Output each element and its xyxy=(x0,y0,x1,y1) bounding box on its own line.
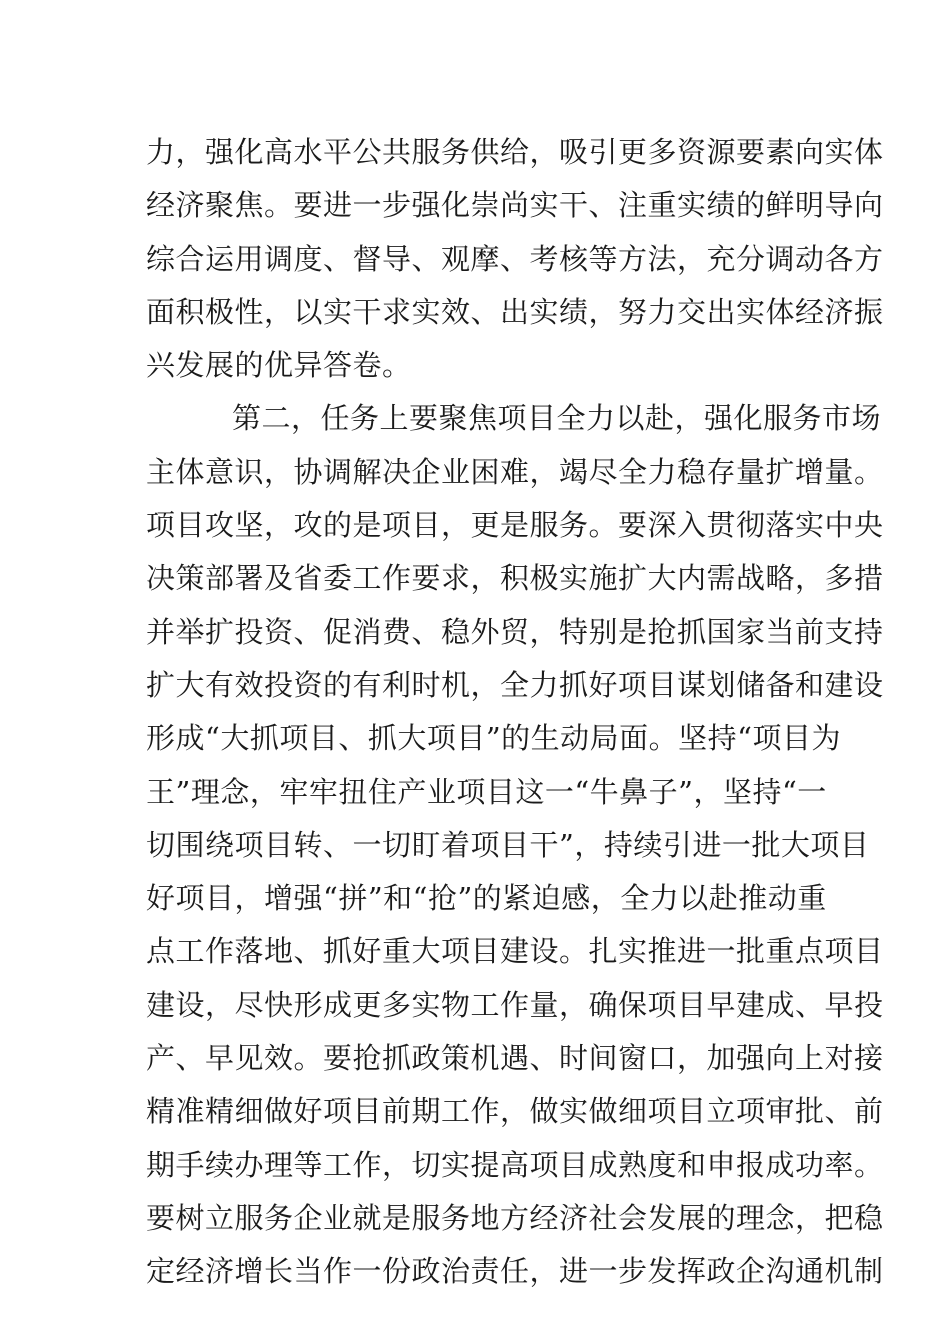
text-line: 王”理念，牢牢扭住产业项目这一“牛鼻子”，坚持“一 xyxy=(146,774,827,809)
paragraph-start-line: 第二，任务上要聚焦项目全力以赴，强化服务市场 xyxy=(232,401,882,436)
body-text xyxy=(146,126,884,1299)
text-line: 兴发展的优异答卷。 xyxy=(146,348,412,383)
text-line: 精准精细做好项目前期工作，做实做细项目立项审批、前 xyxy=(146,1094,884,1129)
text-line: 项目攻坚，攻的是项目，更是服务。要深入贯彻落实中央 xyxy=(146,508,884,543)
text-line: 建设，尽快形成更多实物工作量，确保项目早建成、早投 xyxy=(146,987,884,1022)
text-line: 定经济增长当作一份政治责任，进一步发挥政企沟通机制 xyxy=(146,1254,884,1289)
text-line: 扩大有效投资的有利时机，全力抓好项目谋划储备和建设 xyxy=(146,667,884,702)
text-line: 经济聚焦。要进一步强化崇尚实干、注重实绩的鲜明导向 xyxy=(146,188,884,223)
text-line: 产、早见效。要抢抓政策机遇、时间窗口，加强向上对接 xyxy=(146,1041,884,1076)
text-line: 形成“大抓项目、抓大项目”的生动局面。坚持“项目为 xyxy=(146,721,841,756)
text-line: 综合运用调度、督导、观摩、考核等方法，充分调动各方 xyxy=(146,241,884,276)
text-line: 决策部署及省委工作要求，积极实施扩大内需战略，多措 xyxy=(146,561,884,596)
text-line: 面积极性，以实干求实效、出实绩，努力交出实体经济振 xyxy=(146,294,884,329)
text-line: 主体意识，协调解决企业困难，竭尽全力稳存量扩增量。 xyxy=(146,454,884,489)
text-line: 并举扩投资、促消费、稳外贸，特别是抢抓国家当前支持 xyxy=(146,614,884,649)
text-line: 切围绕项目转、一切盯着项目干”，持续引进一批大项目 xyxy=(146,827,870,862)
text-line: 点工作落地、抓好重大项目建设。扎实推进一批重点项目 xyxy=(146,934,884,969)
text-line: 要树立服务企业就是服务地方经济社会发展的理念，把稳 xyxy=(146,1200,884,1235)
text-line: 力，强化高水平公共服务供给，吸引更多资源要素向实体 xyxy=(146,135,884,169)
text-line: 好项目，增强“拼”和“抢”的紧迫感，全力以赴推动重 xyxy=(146,881,827,916)
text-line: 期手续办理等工作，切实提高项目成熟度和申报成功率。 xyxy=(146,1147,884,1182)
